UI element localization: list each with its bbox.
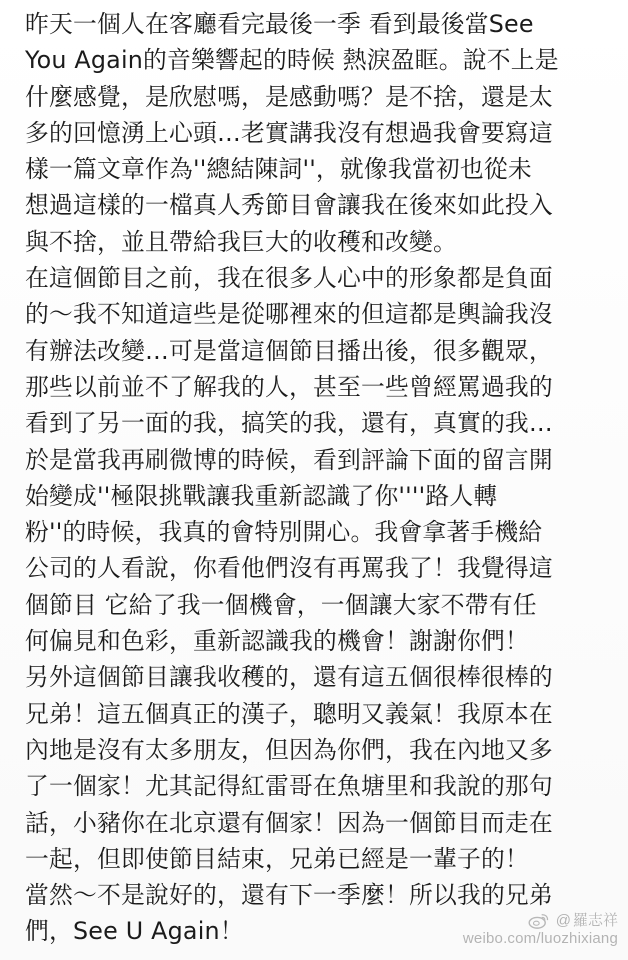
text-line: 在這個節目之前，我在很多人心中的形象都是負面 xyxy=(25,264,553,293)
text-line: 看到了另一面的我，搞笑的我，還有，真實的我… xyxy=(25,409,553,438)
text-line: 內地是沒有太多朋友，但因為你們，我在內地又多 xyxy=(25,735,553,764)
text-line: 一起，但即使節目結束，兄弟已經是一輩子的！ xyxy=(25,844,529,873)
text-line: 那些以前並不了解我的人，甚至一些曾經罵過我的 xyxy=(25,372,553,401)
text-line: 昨天一個人在客廳看完最後一季 看到最後當See xyxy=(25,10,534,38)
text-line: 與不捨，並且帶給我巨大的收穫和改變。 xyxy=(25,227,457,256)
text-line: 個節目 它給了我一個機會，一個讓大家不帶有任 xyxy=(25,590,537,619)
text-line: 什麼感覺，是欣慰嗎，是感動嗎？是不捨，還是太 xyxy=(25,82,553,111)
watermark-at-symbol: @ xyxy=(555,912,571,929)
text-line: 始變成''極限挑戰讓我重新認識了你''''路人轉 xyxy=(25,481,498,510)
text-line: 另外這個節目讓我收穫的，還有這五個很棒很棒的 xyxy=(25,663,553,692)
watermark-handle: 羅志祥 xyxy=(572,912,618,929)
text-line: 粉''的時候，我真的會特別開心。我會拿著手機給 xyxy=(25,518,543,547)
text-line: 何偏見和色彩，重新認識我的機會！謝謝你們！ xyxy=(25,627,529,656)
watermark-handle-row xyxy=(528,912,618,930)
text-line: 有辦法改變…可是當這個節目播出後，很多觀眾， xyxy=(25,336,553,365)
text-line: 多的回憶湧上心頭…老實講我沒有想過我會要寫這 xyxy=(25,118,553,147)
weibo-logo-icon xyxy=(528,913,550,929)
text-line: 的～我不知道這些是從哪裡來的但這都是輿論我沒 xyxy=(25,300,553,329)
note-text-body xyxy=(25,6,610,950)
text-line: 話，小豬你在北京還有個家！因為一個節目而走在 xyxy=(25,808,553,837)
text-line: 樣一篇文章作為''總結陳詞''，就像我當初也從未 xyxy=(25,155,532,184)
text-line: 想過這樣的一檔真人秀節目會讓我在後來如此投入 xyxy=(25,191,553,220)
text-line: 於是當我再刷微博的時候，看到評論下面的留言開 xyxy=(25,445,553,474)
weibo-watermark xyxy=(463,912,618,948)
text-line: 了一個家！尤其記得紅雷哥在魚塘里和我說的那句 xyxy=(25,772,553,801)
text-line: 兄弟！這五個真正的漢子，聰明又義氣！我原本在 xyxy=(25,699,553,728)
text-line: 公司的人看說，你看他們沒有再罵我了！我覺得這 xyxy=(25,554,553,583)
text-line: 當然～不是說好的，還有下一季麼！所以我的兄弟 xyxy=(25,881,553,910)
text-line: 們，See U Again！ xyxy=(25,917,244,946)
text-line: You Again的音樂響起的時候 熱淚盈眶。說不上是 xyxy=(25,46,559,75)
watermark-url: weibo.com/luozhixiang xyxy=(462,930,618,947)
